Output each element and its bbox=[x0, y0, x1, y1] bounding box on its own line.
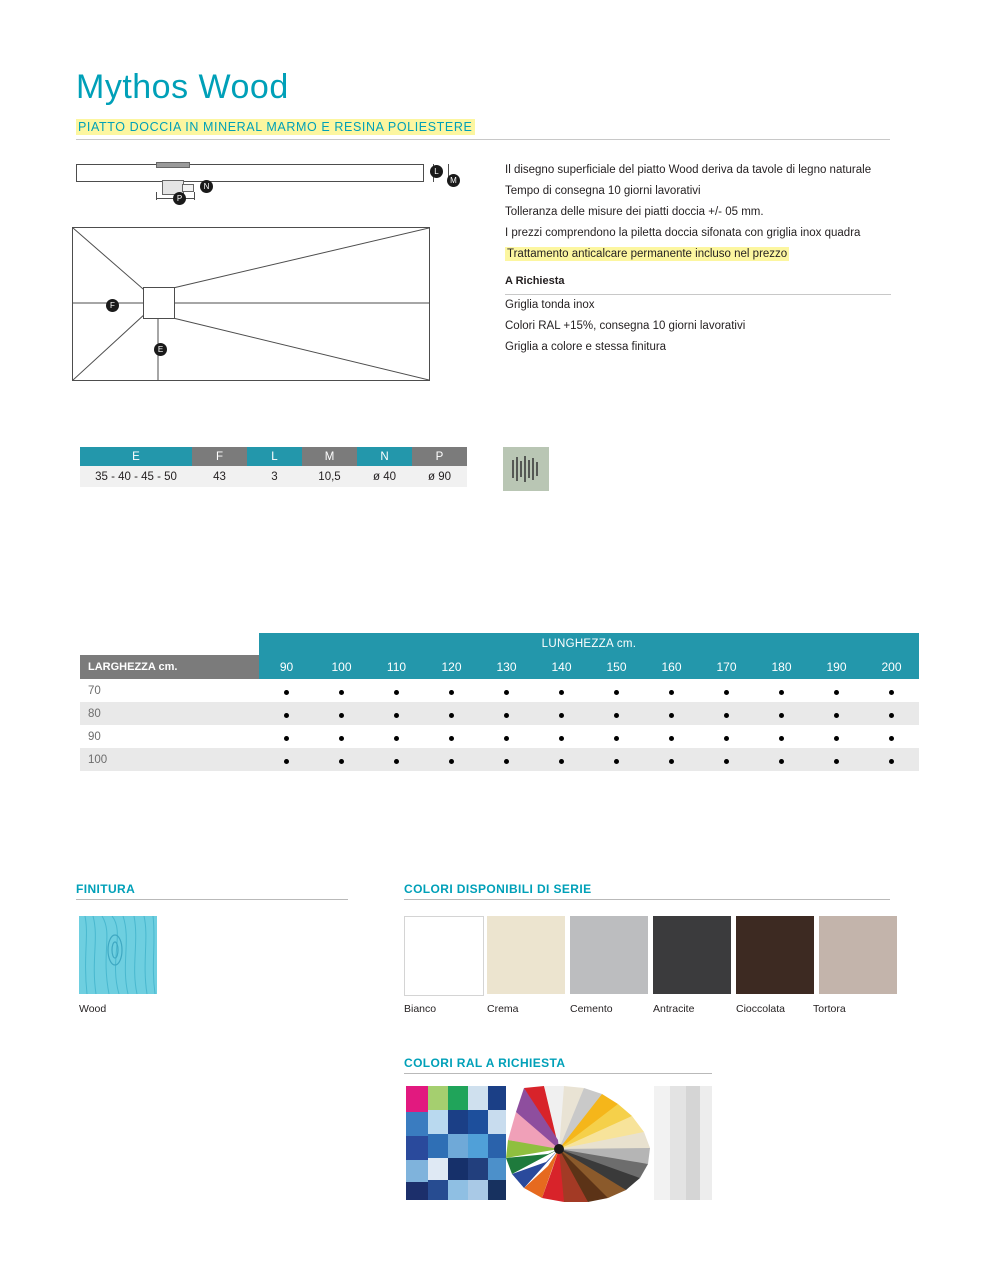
cell-90-190 bbox=[809, 725, 864, 748]
availability-dot bbox=[669, 759, 674, 764]
marker-e: E bbox=[154, 343, 167, 356]
availability-dot bbox=[889, 690, 894, 695]
cell-100-150 bbox=[589, 748, 644, 771]
cell-100-100 bbox=[314, 748, 369, 771]
legend-value-l: 3 bbox=[247, 466, 302, 487]
matrix-width-70: 70 bbox=[80, 679, 259, 702]
swatch-wood bbox=[79, 916, 157, 994]
cell-80-150 bbox=[589, 702, 644, 725]
colori-serie-title: COLORI DISPONIBILI DI SERIE bbox=[404, 882, 592, 896]
page-subtitle: PIATTO DOCCIA IN MINERAL MARMO E RESINA POLIESTERE bbox=[76, 119, 475, 135]
availability-dot bbox=[449, 713, 454, 718]
matrix-length-120: 120 bbox=[424, 655, 479, 679]
availability-dot bbox=[834, 759, 839, 764]
cell-90-140 bbox=[534, 725, 589, 748]
matrix-length-100: 100 bbox=[314, 655, 369, 679]
swatch-cemento bbox=[570, 916, 648, 994]
availability-dot bbox=[834, 690, 839, 695]
wood-grain-icon bbox=[79, 916, 157, 994]
matrix-length-160: 160 bbox=[644, 655, 699, 679]
availability-dot bbox=[449, 690, 454, 695]
matrix-width-90: 90 bbox=[80, 725, 259, 748]
cell-70-130 bbox=[479, 679, 534, 702]
availability-dot bbox=[559, 759, 564, 764]
cell-80-110 bbox=[369, 702, 424, 725]
availability-dot bbox=[724, 736, 729, 741]
cell-70-160 bbox=[644, 679, 699, 702]
matrix-length-130: 130 bbox=[479, 655, 534, 679]
availability-dot bbox=[669, 736, 674, 741]
availability-dot bbox=[284, 736, 289, 741]
availability-dot bbox=[779, 759, 784, 764]
plan-drawing bbox=[72, 227, 430, 381]
cell-100-140 bbox=[534, 748, 589, 771]
legend-header-n: N bbox=[357, 447, 412, 466]
matrix-length-140: 140 bbox=[534, 655, 589, 679]
availability-dot bbox=[449, 759, 454, 764]
cell-70-140 bbox=[534, 679, 589, 702]
legend-header-l: L bbox=[247, 447, 302, 466]
page-subtitle-rule bbox=[76, 118, 890, 140]
availability-dot bbox=[779, 690, 784, 695]
legend-header-f: F bbox=[192, 447, 247, 466]
cell-100-200 bbox=[864, 748, 919, 771]
finitura-rule bbox=[76, 899, 348, 900]
swatch-label-bianco: Bianco bbox=[404, 1003, 437, 1015]
ral-fan-deck-image bbox=[404, 1084, 714, 1202]
description-block bbox=[505, 160, 891, 358]
legend-value-n: ø 40 bbox=[357, 466, 412, 487]
availability-dot bbox=[669, 690, 674, 695]
legend-value-f: 43 bbox=[192, 466, 247, 487]
matrix-length-90: 90 bbox=[259, 655, 314, 679]
availability-dot bbox=[614, 713, 619, 718]
matrix-length-title: LUNGHEZZA cm. bbox=[259, 633, 919, 655]
swatch-label-cemento: Cemento bbox=[570, 1003, 613, 1015]
availability-dot bbox=[339, 736, 344, 741]
availability-dot bbox=[339, 759, 344, 764]
description-highlight-wrap bbox=[505, 244, 891, 265]
cell-70-100 bbox=[314, 679, 369, 702]
page-title: Mythos Wood bbox=[76, 68, 289, 106]
availability-dot bbox=[614, 736, 619, 741]
legend-header-e: E bbox=[80, 447, 192, 466]
matrix-width-title: LARGHEZZA cm. bbox=[80, 655, 259, 679]
matrix-corner bbox=[80, 633, 259, 655]
section-drawing bbox=[76, 160, 446, 200]
availability-dot bbox=[284, 713, 289, 718]
on-request-line-1: Griglia tonda inox bbox=[505, 299, 595, 311]
table-header-row bbox=[80, 447, 467, 466]
legend-value-m: 10,5 bbox=[302, 466, 357, 487]
marker-p: P bbox=[173, 192, 186, 205]
cell-80-200 bbox=[864, 702, 919, 725]
cell-90-100 bbox=[314, 725, 369, 748]
grate-lines-icon bbox=[503, 447, 549, 491]
plan-slope-lines bbox=[73, 228, 429, 380]
availability-dot bbox=[779, 736, 784, 741]
cell-100-130 bbox=[479, 748, 534, 771]
availability-dot bbox=[834, 713, 839, 718]
cell-80-140 bbox=[534, 702, 589, 725]
availability-dot bbox=[889, 759, 894, 764]
availability-dot bbox=[889, 713, 894, 718]
availability-dot bbox=[284, 690, 289, 695]
swatch-antracite bbox=[653, 916, 731, 994]
availability-dot bbox=[284, 759, 289, 764]
matrix-length-150: 150 bbox=[589, 655, 644, 679]
matrix-width-80: 80 bbox=[80, 702, 259, 725]
matrix-length-180: 180 bbox=[754, 655, 809, 679]
cell-70-190 bbox=[809, 679, 864, 702]
dimensions-legend-table bbox=[80, 447, 467, 487]
drain-grate-section bbox=[156, 162, 190, 168]
marker-l: L bbox=[430, 165, 443, 178]
cell-90-160 bbox=[644, 725, 699, 748]
matrix-length-title-row bbox=[80, 633, 919, 655]
availability-dot bbox=[724, 690, 729, 695]
size-matrix-table bbox=[80, 633, 919, 771]
cell-90-110 bbox=[369, 725, 424, 748]
availability-dot bbox=[449, 736, 454, 741]
table-row bbox=[80, 702, 919, 725]
cell-80-130 bbox=[479, 702, 534, 725]
cell-70-180 bbox=[754, 679, 809, 702]
availability-dot bbox=[779, 713, 784, 718]
availability-dot bbox=[394, 690, 399, 695]
cell-70-150 bbox=[589, 679, 644, 702]
availability-dot bbox=[724, 713, 729, 718]
marker-n: N bbox=[200, 180, 213, 193]
cell-70-200 bbox=[864, 679, 919, 702]
cell-90-180 bbox=[754, 725, 809, 748]
description-line-3: Tolleranza delle misure dei piatti doccia +/- 05 mm. bbox=[505, 206, 764, 218]
cell-80-170 bbox=[699, 702, 754, 725]
matrix-width-100: 100 bbox=[80, 748, 259, 771]
cell-100-120 bbox=[424, 748, 479, 771]
swatch-label-antracite: Antracite bbox=[653, 1003, 695, 1015]
availability-dot bbox=[559, 736, 564, 741]
matrix-header-row bbox=[80, 655, 919, 679]
table-row bbox=[80, 679, 919, 702]
tray-section-outline bbox=[76, 164, 424, 182]
colori-ral-title: COLORI RAL A RICHIESTA bbox=[404, 1056, 566, 1070]
on-request-line-3: Griglia a colore e stessa finitura bbox=[505, 341, 667, 353]
marker-m: M bbox=[447, 174, 460, 187]
drain-plan bbox=[143, 287, 175, 319]
matrix-length-110: 110 bbox=[369, 655, 424, 679]
swatch-label-crema: Crema bbox=[487, 1003, 519, 1015]
cell-80-120 bbox=[424, 702, 479, 725]
marker-f: F bbox=[106, 299, 119, 312]
drain-outlet-section bbox=[182, 184, 194, 192]
availability-dot bbox=[339, 713, 344, 718]
availability-dot bbox=[504, 736, 509, 741]
description-line-1: Il disegno superficiale del piatto Wood deriva da tavole di legno naturale bbox=[505, 164, 872, 176]
on-request-title: A Richiesta bbox=[505, 271, 891, 295]
cell-80-100 bbox=[314, 702, 369, 725]
cell-80-160 bbox=[644, 702, 699, 725]
legend-value-e: 35 - 40 - 45 - 50 bbox=[80, 466, 192, 487]
cell-80-90 bbox=[259, 702, 314, 725]
finitura-title: FINITURA bbox=[76, 882, 136, 896]
availability-dot bbox=[504, 713, 509, 718]
availability-dot bbox=[394, 759, 399, 764]
table-row bbox=[80, 725, 919, 748]
cell-90-200 bbox=[864, 725, 919, 748]
legend-header-p: P bbox=[412, 447, 467, 466]
description-line-4: I prezzi comprendono la piletta doccia sifonata con griglia inox quadra bbox=[505, 227, 861, 239]
legend-value-p: ø 90 bbox=[412, 466, 467, 487]
swatch-bianco bbox=[404, 916, 484, 996]
cell-90-130 bbox=[479, 725, 534, 748]
availability-dot bbox=[614, 690, 619, 695]
matrix-length-200: 200 bbox=[864, 655, 919, 679]
cell-90-150 bbox=[589, 725, 644, 748]
cell-70-170 bbox=[699, 679, 754, 702]
availability-dot bbox=[394, 736, 399, 741]
cell-70-120 bbox=[424, 679, 479, 702]
swatch-tortora bbox=[819, 916, 897, 994]
availability-dot bbox=[339, 690, 344, 695]
availability-dot bbox=[504, 759, 509, 764]
matrix-length-170: 170 bbox=[699, 655, 754, 679]
colori-serie-rule bbox=[404, 899, 890, 900]
dimension-tick-p-right bbox=[194, 192, 195, 200]
swatch-crema bbox=[487, 916, 565, 994]
table-row bbox=[80, 466, 467, 487]
dimension-tick-p-left bbox=[156, 192, 157, 200]
availability-dot bbox=[559, 713, 564, 718]
cell-90-170 bbox=[699, 725, 754, 748]
availability-dot bbox=[394, 713, 399, 718]
cell-100-90 bbox=[259, 748, 314, 771]
availability-dot bbox=[669, 713, 674, 718]
swatch-label-cioccolata: Cioccolata bbox=[736, 1003, 786, 1015]
cell-90-90 bbox=[259, 725, 314, 748]
cell-100-170 bbox=[699, 748, 754, 771]
cell-100-190 bbox=[809, 748, 864, 771]
table-row bbox=[80, 748, 919, 771]
swatch-cioccolata bbox=[736, 916, 814, 994]
cell-90-120 bbox=[424, 725, 479, 748]
colori-ral-rule bbox=[404, 1073, 712, 1074]
description-highlight: Trattamento anticalcare permanente incluso nel prezzo bbox=[507, 248, 788, 260]
cell-70-90 bbox=[259, 679, 314, 702]
ral-fan-icon bbox=[404, 1084, 714, 1202]
swatch-label-tortora: Tortora bbox=[813, 1003, 846, 1015]
availability-dot bbox=[559, 690, 564, 695]
legend-header-m: M bbox=[302, 447, 357, 466]
availability-dot bbox=[614, 759, 619, 764]
availability-dot bbox=[724, 759, 729, 764]
cell-100-110 bbox=[369, 748, 424, 771]
grate-sample-icon bbox=[503, 447, 549, 491]
cell-80-190 bbox=[809, 702, 864, 725]
description-line-2: Tempo di consegna 10 giorni lavorativi bbox=[505, 185, 701, 197]
on-request-line-2: Colori RAL +15%, consegna 10 giorni lavorativi bbox=[505, 320, 746, 332]
matrix-length-190: 190 bbox=[809, 655, 864, 679]
swatch-label-wood: Wood bbox=[79, 1003, 107, 1015]
availability-dot bbox=[504, 690, 509, 695]
cell-100-160 bbox=[644, 748, 699, 771]
availability-dot bbox=[834, 736, 839, 741]
cell-80-180 bbox=[754, 702, 809, 725]
cell-70-110 bbox=[369, 679, 424, 702]
availability-dot bbox=[889, 736, 894, 741]
cell-100-180 bbox=[754, 748, 809, 771]
